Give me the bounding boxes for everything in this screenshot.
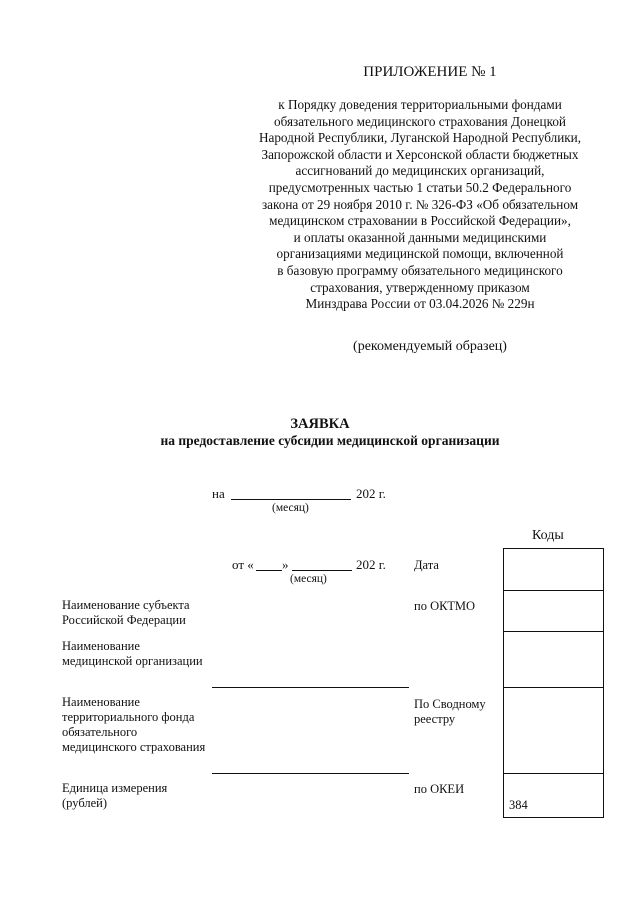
- period-month-caption: (месяц): [272, 502, 309, 514]
- field-subject-label: Наименование субъекта Российской Федерации: [62, 598, 190, 627]
- date-day-line[interactable]: [256, 570, 282, 571]
- code-label-okei: по ОКЕИ: [414, 782, 465, 796]
- code-label-registry: По Сводному реестру: [414, 697, 486, 726]
- preamble-line: и оплаты оказанной данными медицинскими: [293, 229, 547, 245]
- preamble-line: организациями медицинской помощи, включенной: [276, 246, 564, 262]
- preamble-line: к Порядку доведения территориальными фондами: [278, 97, 562, 112]
- sample-note: (рекомендуемый образец): [353, 339, 507, 354]
- field-med-org-line[interactable]: [212, 687, 409, 688]
- preamble-line: обязательного медицинского страхования Донецкой: [274, 113, 566, 129]
- code-value-okei: 384: [509, 798, 528, 812]
- period-prefix: на: [212, 486, 225, 501]
- code-label-oktmo: по ОКТМО: [414, 599, 476, 613]
- preamble-line: в базовую программу обязательного медицинского: [277, 262, 563, 278]
- code-cell-registry[interactable]: [504, 687, 603, 774]
- codes-table: [503, 548, 604, 818]
- field-med-org-label: Наименование медицинской организации: [62, 639, 203, 668]
- preamble-line: Минздрава России от 03.04.2026 № 229н: [305, 296, 535, 312]
- document-title: ЗАЯВКА: [290, 416, 350, 432]
- date-year: 202 г.: [356, 557, 386, 572]
- field-fund-line[interactable]: [212, 773, 409, 774]
- date-mid: »: [282, 557, 289, 572]
- field-unit-label: Единица измерения (рублей): [62, 781, 168, 810]
- field-fund-label: Наименование территориального фонда обязательного медицинского страхования: [62, 695, 206, 754]
- preamble-line: предусмотренных частью 1 статьи 50.2 Федерального: [268, 179, 572, 195]
- period-month-line[interactable]: [231, 499, 351, 500]
- preamble-line: Народной Республики, Луганской Народной Республики,: [258, 130, 582, 146]
- appendix-preamble: [232, 97, 608, 313]
- appendix-title: ПРИЛОЖЕНИЕ № 1: [363, 64, 497, 80]
- date-month-line[interactable]: [292, 570, 352, 571]
- code-cell-date[interactable]: [504, 549, 603, 590]
- codes-header: Коды: [532, 528, 564, 543]
- code-cell-okei[interactable]: [504, 773, 603, 818]
- date-prefix: от «: [232, 557, 254, 572]
- document-subtitle: на предоставление субсидии медицинской организации: [160, 433, 500, 448]
- date-month-caption: (месяц): [290, 573, 327, 585]
- preamble-line: медицинском страховании в Российской Федерации»,: [269, 213, 571, 229]
- period-year: 202 г.: [356, 486, 386, 501]
- preamble-line: Запорожской области и Херсонской области бюджетных: [261, 146, 579, 162]
- code-label-date: Дата: [414, 558, 439, 572]
- preamble-line: страхования, утвержденному приказом: [310, 279, 530, 295]
- code-cell-med-org[interactable]: [504, 631, 603, 688]
- preamble-line: закона от 29 ноября 2010 г. № 326-ФЗ «Об обязательном: [261, 196, 579, 212]
- code-cell-oktmo[interactable]: [504, 590, 603, 632]
- preamble-line: ассигнований до медицинских организаций,: [295, 163, 545, 179]
